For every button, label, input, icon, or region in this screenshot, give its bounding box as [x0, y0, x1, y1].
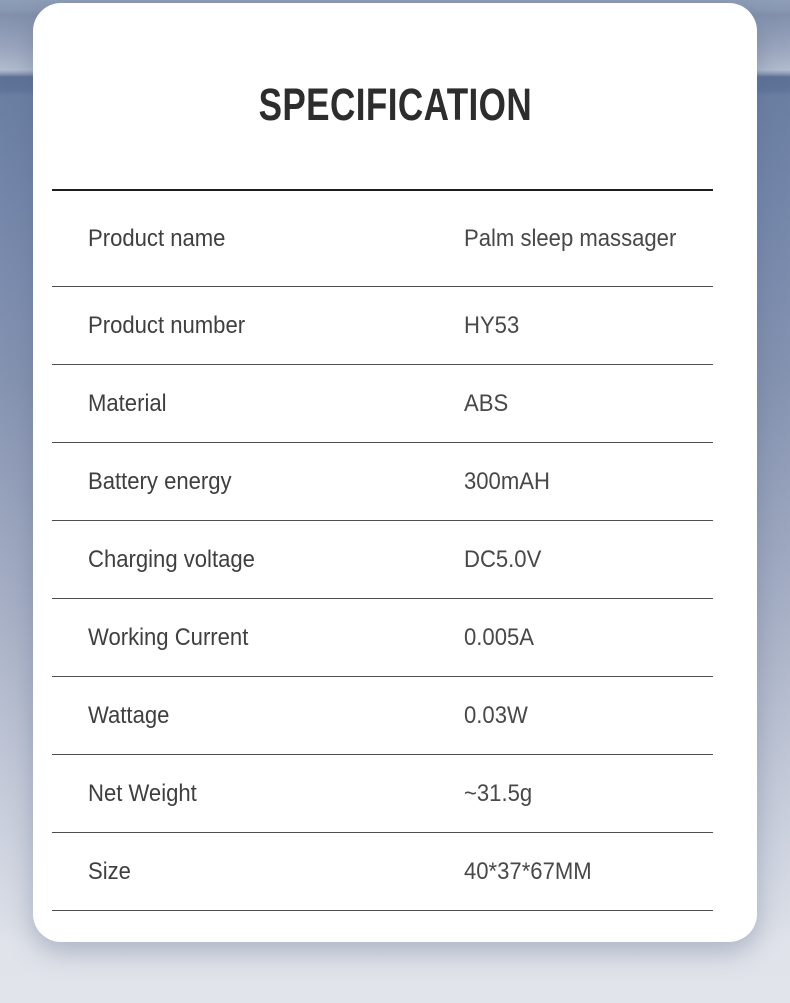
spec-row [52, 443, 713, 521]
spec-row [52, 521, 713, 599]
spec-row [52, 287, 713, 365]
spec-label: Product number [88, 311, 246, 339]
spec-value-cell [464, 858, 713, 886]
spec-row [52, 677, 713, 755]
spec-label-cell [52, 780, 464, 808]
spec-label: Battery energy [88, 467, 232, 495]
spec-value: HY53 [464, 311, 520, 339]
spec-value-cell [464, 468, 713, 496]
page-title [33, 79, 757, 131]
spec-value-cell [464, 225, 713, 253]
spec-value: ABS [464, 389, 509, 417]
spec-label: Product name [88, 224, 226, 252]
spec-label: Charging voltage [88, 545, 255, 573]
spec-label-cell [52, 390, 464, 418]
spec-row [52, 191, 713, 287]
spec-row [52, 755, 713, 833]
spec-label: Working Current [88, 623, 249, 651]
spec-label: Net Weight [88, 779, 197, 807]
spec-value-cell [464, 312, 713, 340]
spec-value-cell [464, 546, 713, 574]
specification-card [33, 3, 757, 942]
spec-label-cell [52, 702, 464, 730]
spec-value: 0.005A [464, 623, 534, 651]
spec-label-cell [52, 225, 464, 253]
spec-value: 300mAH [464, 467, 550, 495]
spec-label-cell [52, 468, 464, 496]
spec-value-cell [464, 702, 713, 730]
spec-value: 40*37*67MM [464, 857, 592, 885]
spec-value-cell [464, 780, 713, 808]
spec-label-cell [52, 624, 464, 652]
spec-label: Wattage [88, 701, 170, 729]
spec-label: Material [88, 389, 167, 417]
spec-row [52, 599, 713, 677]
spec-value: 0.03W [464, 701, 528, 729]
page-title-text: SPECIFICATION [258, 79, 532, 130]
spec-value-cell [464, 390, 713, 418]
spec-table [52, 191, 713, 911]
spec-value: ~31.5g [464, 779, 533, 807]
spec-label-cell [52, 858, 464, 886]
spec-label-cell [52, 546, 464, 574]
spec-label-cell [52, 312, 464, 340]
spec-label: Size [88, 857, 131, 885]
spec-row [52, 833, 713, 911]
spec-value: DC5.0V [464, 545, 542, 573]
spec-row [52, 365, 713, 443]
spec-value: Palm sleep massager [464, 224, 677, 252]
spec-value-cell [464, 624, 713, 652]
